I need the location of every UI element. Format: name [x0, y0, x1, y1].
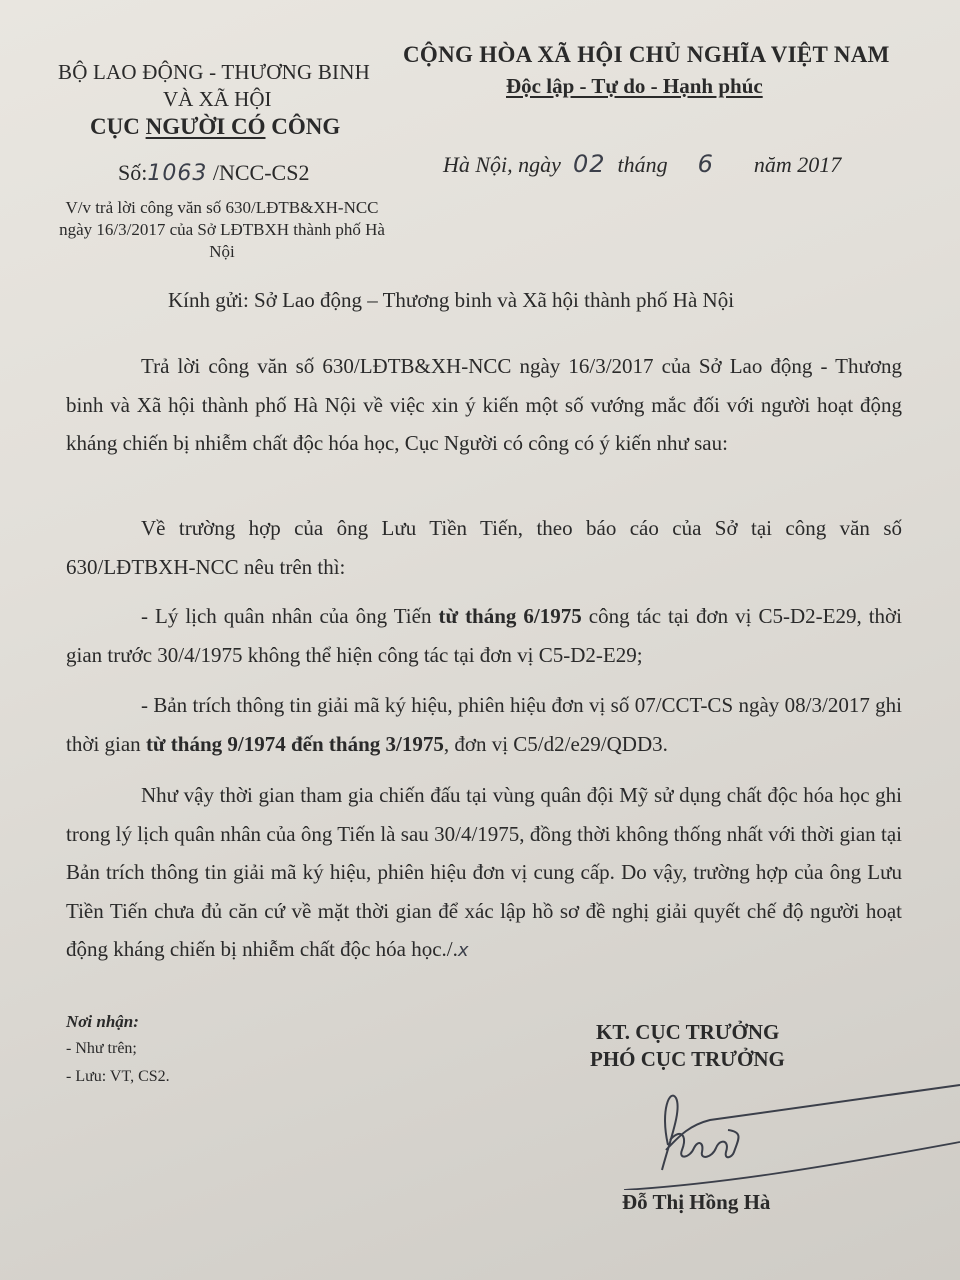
- parent-ministry-line2: VÀ XÃ HỘI: [163, 87, 272, 111]
- date-prefix: Hà Nội, ngày: [443, 152, 561, 177]
- bullet2-text-post: , đơn vị C5/d2/e29/QDD3.: [443, 731, 668, 756]
- signatory-title-1: KT. CỤC TRƯỞNG: [596, 1020, 780, 1044]
- date-year: năm 2017: [753, 152, 842, 177]
- initial-mark: x: [457, 940, 469, 961]
- doc-number-label: Số:: [118, 160, 148, 185]
- addressee-line: Kính gửi: Sở Lao động – Thương binh và Xã hội thành phố Hà Nội: [168, 288, 735, 312]
- paragraph3-text: Như vậy thời gian tham gia chiến đấu tại vùng quân đội Mỹ sử dụng chất độc hóa học ghi trong lý lịch quân nhân của ông Tiến là sau 30/4/1975, đồng thời không thống nhất với thời gian tại Bản trích thông tin giải mã ký hiệu, phiên hiệu đơn vị cung cấp. Do vậy, trường hợp của ông Lưu Tiền Tiến chưa đủ căn cứ về mặt thời gian để xác lập hồ sơ đề nghị giải quyết chế độ người hoạt động kháng chiến bị nhiễm chất độc hóa học./.: [66, 783, 902, 961]
- recipients-heading: Nơi nhận:: [66, 1012, 139, 1031]
- bullet1-text-post: công tác tại đơn vị C5-D2-E29, thời gian trước 30/4/1975 không thể hiện công tác tại đơn vị C5-D2-E29;: [66, 604, 902, 667]
- recipient-item: - Lưu: VT, CS2.: [66, 1068, 170, 1085]
- date-day-handwritten: 02: [572, 150, 606, 178]
- org-name-prefix: CỤC: [90, 114, 146, 139]
- body-bullet-1: [66, 597, 902, 674]
- signer-name: Đỗ Thị Hồng Hà: [622, 1190, 771, 1214]
- doc-number-suffix: /NCC-CS2: [207, 160, 310, 185]
- bullet1-text-pre: - Lý lịch quân nhân của ông Tiến: [141, 604, 439, 628]
- bullet2-text-pre: - Bản trích thông tin giải mã ký hiệu, phiên hiệu đơn vị số 07/CCT-CS ngày 08/3/2017 ghi thời gian: [66, 693, 902, 756]
- org-name-suffix: CÔNG: [265, 114, 341, 139]
- parent-ministry-line1: BỘ LAO ĐỘNG - THƯƠNG BINH: [58, 60, 370, 84]
- bullet2-text-bold: từ tháng 9/1974 đến tháng 3/1975: [145, 731, 444, 756]
- org-name-underlined: NGƯỜI CÓ: [145, 114, 266, 139]
- subject-line: V/v trả lời công văn số 630/LĐTB&XH-NCC ngày 16/3/2017 của Sở LĐTBXH thành phố Hà Nội: [59, 198, 385, 261]
- body-bullet-2: [66, 686, 902, 763]
- date-month-label: tháng: [617, 152, 668, 177]
- national-motto: Độc lập - Tự do - Hạnh phúc: [506, 74, 763, 98]
- national-title: CỘNG HÒA XÃ HỘI CHỦ NGHĨA VIỆT NAM: [403, 42, 890, 67]
- date-line: [443, 150, 841, 178]
- body-paragraph-1: Trả lời công văn số 630/LĐTB&XH-NCC ngày 16/3/2017 của Sở Lao động - Thương binh và Xã hội thành phố Hà Nội về việc xin ý kiến một số vướng mắc đối với người hoạt động kháng chiến bị nhiễm chất độc hóa học, Cục Người có công có ý kiến như sau:: [66, 354, 902, 455]
- body-paragraph-3: [66, 776, 902, 971]
- doc-number-handwritten: 1063: [147, 161, 208, 186]
- bullet1-text-bold: từ tháng 6/1975: [438, 604, 582, 628]
- issuing-department: [90, 114, 340, 140]
- handwritten-signature-icon: [620, 1080, 960, 1190]
- body-paragraph-2: Về trường hợp của ông Lưu Tiền Tiến, theo báo cáo của Sở tại công văn số 630/LĐTBXH-NCC nêu trên thì:: [66, 516, 902, 579]
- document-number: [118, 160, 309, 186]
- date-month-handwritten: 6: [697, 150, 714, 178]
- signatory-title-2: PHÓ CỤC TRƯỞNG: [590, 1047, 785, 1071]
- recipient-item: - Như trên;: [66, 1040, 137, 1057]
